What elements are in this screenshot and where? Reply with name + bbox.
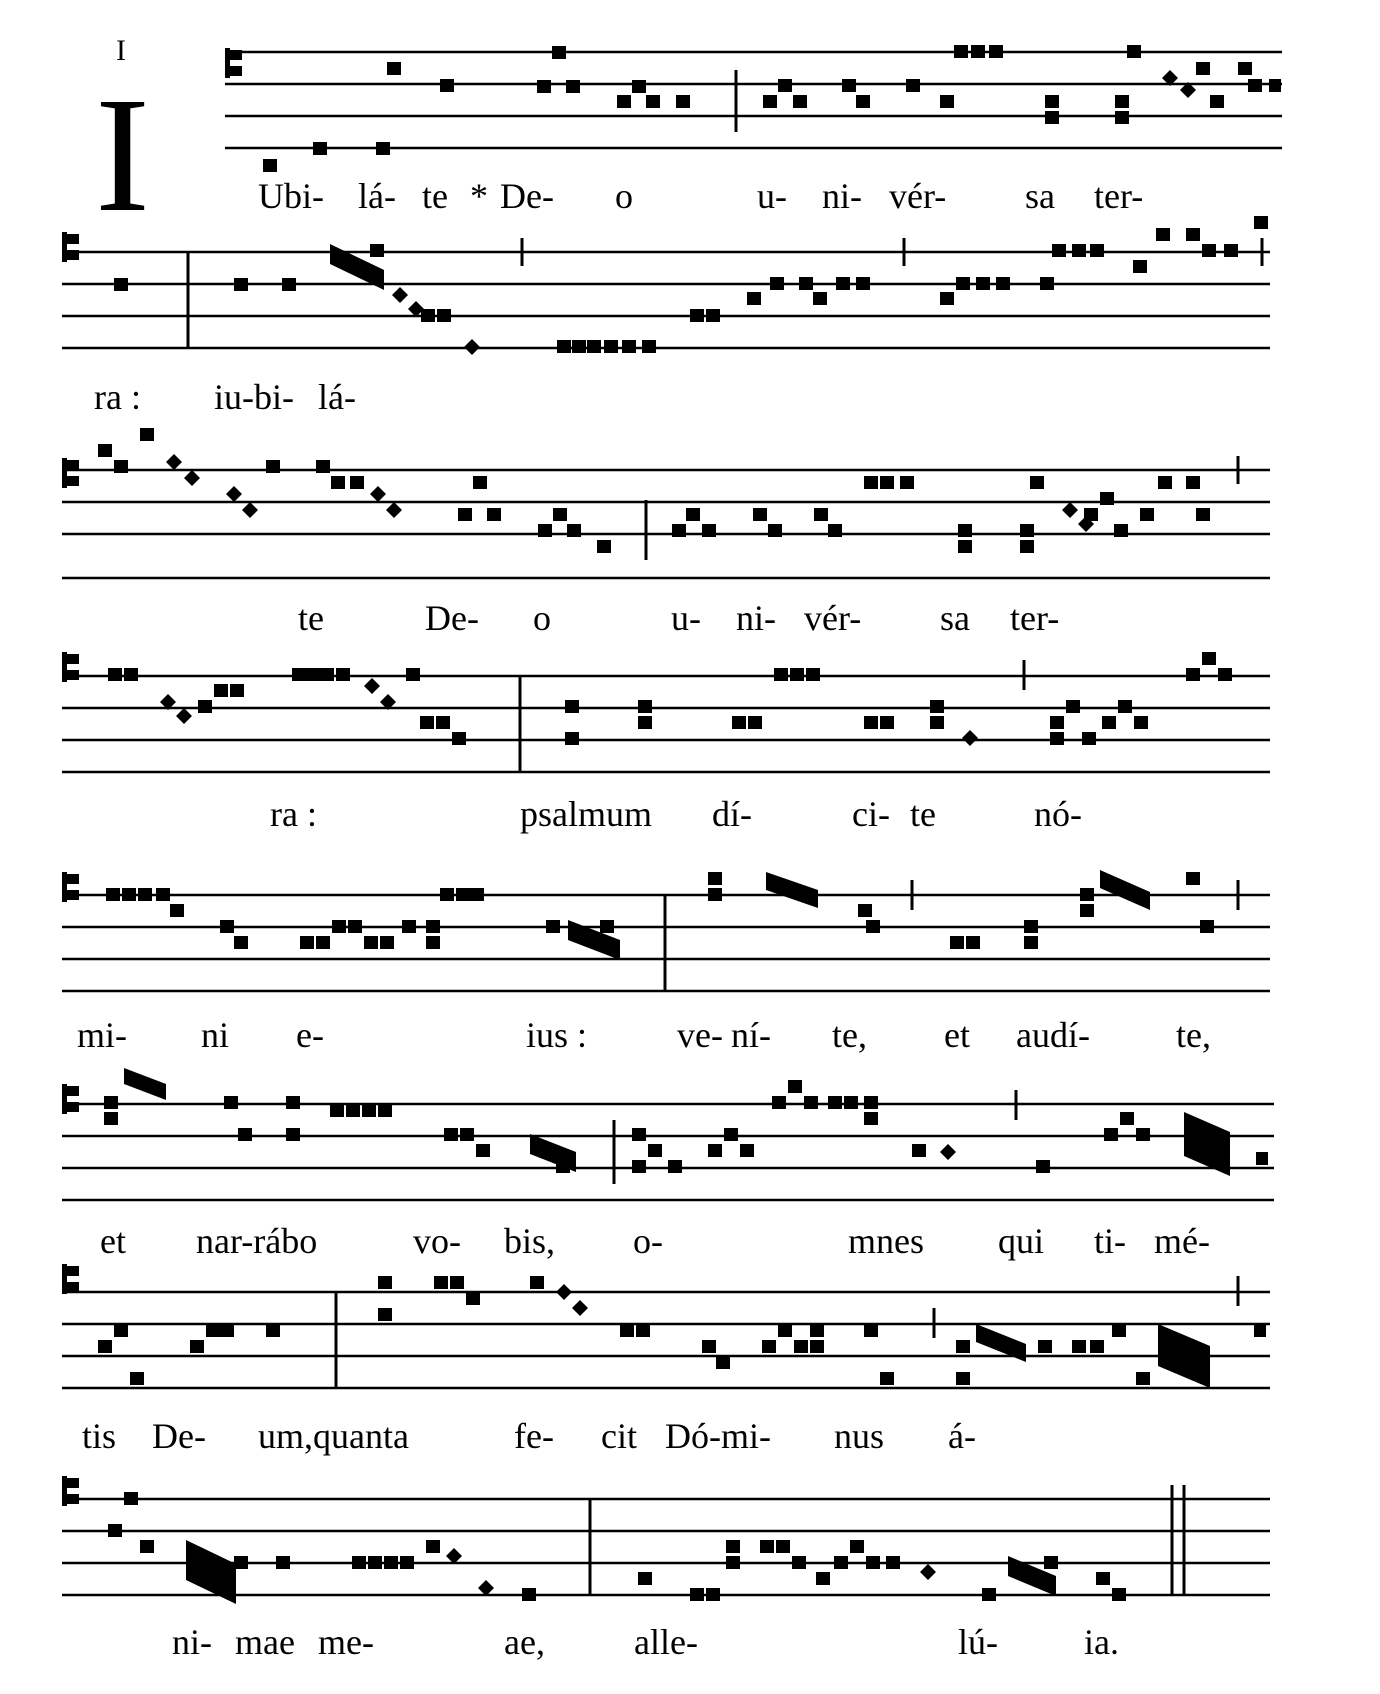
lyric-syllable: tis (82, 1416, 117, 1456)
lyric-syllable: vo- (413, 1221, 461, 1261)
lyric-syllable: u- (757, 176, 787, 216)
do-clef-icon (225, 48, 242, 78)
staff-system-8 (62, 1476, 1270, 1662)
lyric-syllable: ius : (526, 1015, 588, 1055)
initial-letter: I (95, 63, 150, 246)
neumes (108, 1492, 1126, 1604)
do-clef-icon (62, 1084, 79, 1114)
do-clef-icon (62, 652, 79, 682)
lyric-syllable: ter- (1010, 598, 1060, 638)
lyric-syllable: te, (1176, 1015, 1211, 1055)
lyric-syllable: psalmum (520, 794, 652, 834)
lyrics-line-8 (172, 1622, 1119, 1662)
neumes (114, 216, 1268, 355)
lyric-syllable: te (910, 794, 936, 834)
lyric-syllable: bis, (504, 1221, 556, 1261)
staff-system-1 (225, 45, 1282, 216)
lyric-syllable: * (470, 176, 488, 216)
neumes (108, 652, 1232, 746)
neumes (104, 1068, 1268, 1176)
do-clef-icon (62, 232, 79, 262)
staff-lines (62, 1292, 1270, 1388)
lyric-syllable: ae, (504, 1622, 545, 1662)
lyric-syllable: mi- (77, 1015, 127, 1055)
staff-system-4 (62, 652, 1270, 834)
lyric-syllable: et (100, 1221, 126, 1261)
staff-system-3 (62, 428, 1270, 638)
lyric-syllable: o (533, 598, 551, 638)
lyric-syllable: o (615, 176, 633, 216)
lyric-syllable: ci- (852, 794, 890, 834)
lyrics-line-4 (270, 794, 1082, 834)
lyric-syllable: ni (201, 1015, 230, 1055)
staff-lines (62, 1499, 1270, 1595)
lyric-syllable: ni- (822, 176, 862, 216)
lyric-syllable: dí- (712, 794, 752, 834)
lyric-syllable: Dó-mi- (665, 1416, 771, 1456)
lyric-syllable: Ubi- (258, 176, 324, 216)
do-clef-icon (62, 458, 79, 488)
staff-lines (62, 252, 1270, 348)
lyric-syllable: De- (500, 176, 554, 216)
lyric-syllable: ra : (94, 377, 141, 417)
lyric-syllable: ti- (1094, 1221, 1126, 1261)
lyrics-line-3 (298, 598, 1059, 638)
lyric-syllable: audí- (1016, 1015, 1090, 1055)
lyric-syllable: vér- (804, 598, 862, 638)
staff-system-6 (62, 1068, 1274, 1261)
neumes (263, 45, 1281, 172)
lyric-syllable: qui (998, 1221, 1045, 1261)
lyric-syllable: De- (425, 598, 479, 638)
lyric-syllable: u- (671, 598, 701, 638)
do-clef-icon (62, 1264, 79, 1294)
staff-lines (62, 1104, 1274, 1200)
lyric-syllable: lá- (318, 377, 356, 417)
lyric-syllable: nar-rábo (196, 1221, 318, 1261)
neumes (106, 870, 1214, 960)
staff-system-5 (62, 870, 1270, 1055)
lyric-syllable: me- (318, 1622, 374, 1662)
lyric-syllable: fe- (514, 1416, 554, 1456)
lyrics-line-6 (100, 1221, 1210, 1261)
lyric-syllable: iu-bi- (214, 377, 294, 417)
do-clef-icon (62, 1476, 79, 1506)
lyric-syllable: á- (948, 1416, 976, 1456)
lyric-syllable: lá- (358, 176, 396, 216)
lyric-syllable: mnes (848, 1221, 924, 1261)
lyric-syllable: sa (1025, 176, 1055, 216)
lyric-syllable: ter- (1094, 176, 1144, 216)
staff-system-7 (62, 1264, 1270, 1456)
lyric-syllable: mé- (1154, 1221, 1210, 1261)
lyric-syllable: De- (152, 1416, 206, 1456)
lyric-syllable: vér- (889, 176, 947, 216)
lyric-syllable: e- (296, 1015, 324, 1055)
lyric-syllable: nus (834, 1416, 885, 1456)
lyric-syllable: et (944, 1015, 970, 1055)
do-clef-icon (62, 872, 79, 902)
lyrics-line-1 (258, 176, 1143, 216)
lyric-syllable: ni- (172, 1622, 212, 1662)
staff-system-2 (62, 216, 1270, 417)
lyric-syllable: ra : (270, 794, 317, 834)
lyric-syllable: te (422, 176, 448, 216)
lyric-syllable: ia. (1084, 1622, 1119, 1662)
lyric-syllable: te, (832, 1015, 867, 1055)
mode-number: I (116, 34, 126, 67)
lyric-syllable: ní- (731, 1015, 771, 1055)
lyric-syllable: alle- (634, 1622, 698, 1662)
lyric-syllable: sa (940, 598, 970, 638)
lyrics-line-7 (82, 1416, 976, 1456)
lyric-syllable: mae (235, 1622, 295, 1662)
lyric-syllable: te (298, 598, 324, 638)
lyric-syllable: o- (633, 1221, 663, 1261)
lyric-syllable: nó- (1034, 794, 1082, 834)
lyrics-line-2 (94, 377, 356, 417)
lyric-syllable: cit (601, 1416, 637, 1456)
lyric-syllable: um,quanta (258, 1416, 409, 1456)
lyric-syllable: ve- (677, 1015, 723, 1055)
lyric-syllable: lú- (958, 1622, 998, 1662)
lyrics-line-5 (77, 1015, 1211, 1055)
lyric-syllable: ni- (736, 598, 776, 638)
